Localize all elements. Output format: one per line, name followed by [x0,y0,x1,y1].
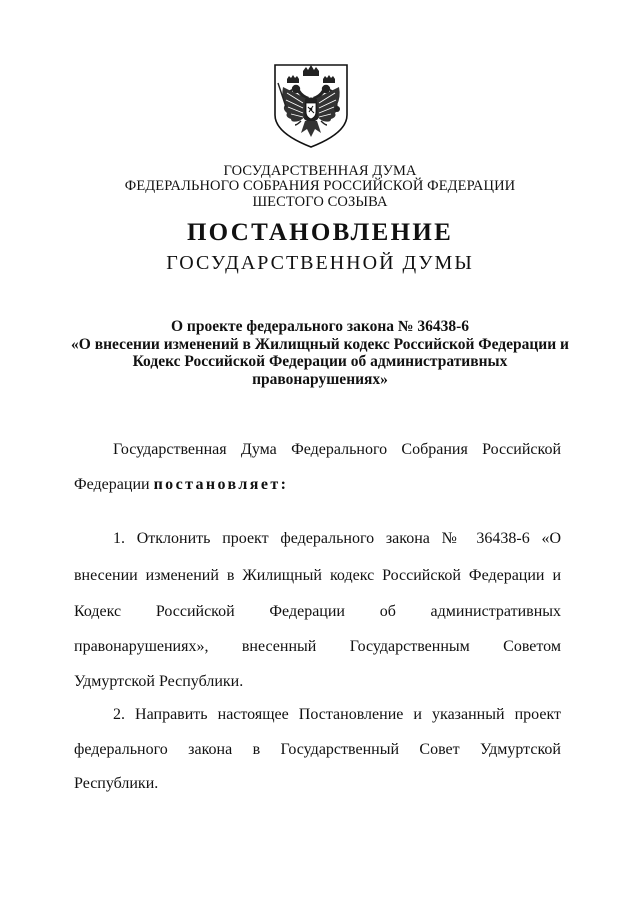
document-subject [0,318,640,388]
document-issuer-subtitle: ГОСУДАРСТВЕННОЙ ДУМЫ [166,252,474,274]
item2-line: Республики. [74,775,159,792]
subject-line: правонарушениях» [252,370,388,388]
item1-line: Удмуртской Республики. [74,673,244,690]
item1-line: внесении изменений в Жилищный кодекс Российской Федерации и [74,567,561,584]
item2-line: 2. Направить настоящее Постановление и указанный проект [113,706,561,723]
org-name-line1: ГОСУДАРСТВЕННАЯ ДУМА [223,163,417,179]
item1-line: правонарушениях», внесенный Государственным Советом [74,638,561,655]
intro-prefix: Федерации [74,476,154,493]
intro-line: Государственная Дума Федерального Собрания Российской [113,441,561,458]
document-type-title: ПОСТАНОВЛЕНИЕ [186,219,454,246]
org-name-line2: ФЕДЕРАЛЬНОГО СОБРАНИЯ РОССИЙСКОЙ ФЕДЕРАЦИИ [124,178,516,194]
intro-line [74,475,561,495]
resolution-verb: постановляет: [153,476,289,493]
convocation-line: ШЕСТОГО СОЗЫВА [252,194,388,210]
item1-line: Кодекс Российской Федерации об административных [74,603,561,620]
subject-line: «О внесении изменений в Жилищный кодекс Российской Федерации и [71,335,569,353]
coat-of-arms-icon [273,63,349,149]
subject-line: О проекте федерального закона № 36438-6 [170,318,469,335]
subject-line: Кодекс Российской Федерации об административных [132,353,508,370]
item1-line: 1. Отклонить проект федерального закона № 36438-6 «О [113,530,561,547]
item2-line: федерального закона в Государственный Совет Удмуртской [74,741,561,758]
